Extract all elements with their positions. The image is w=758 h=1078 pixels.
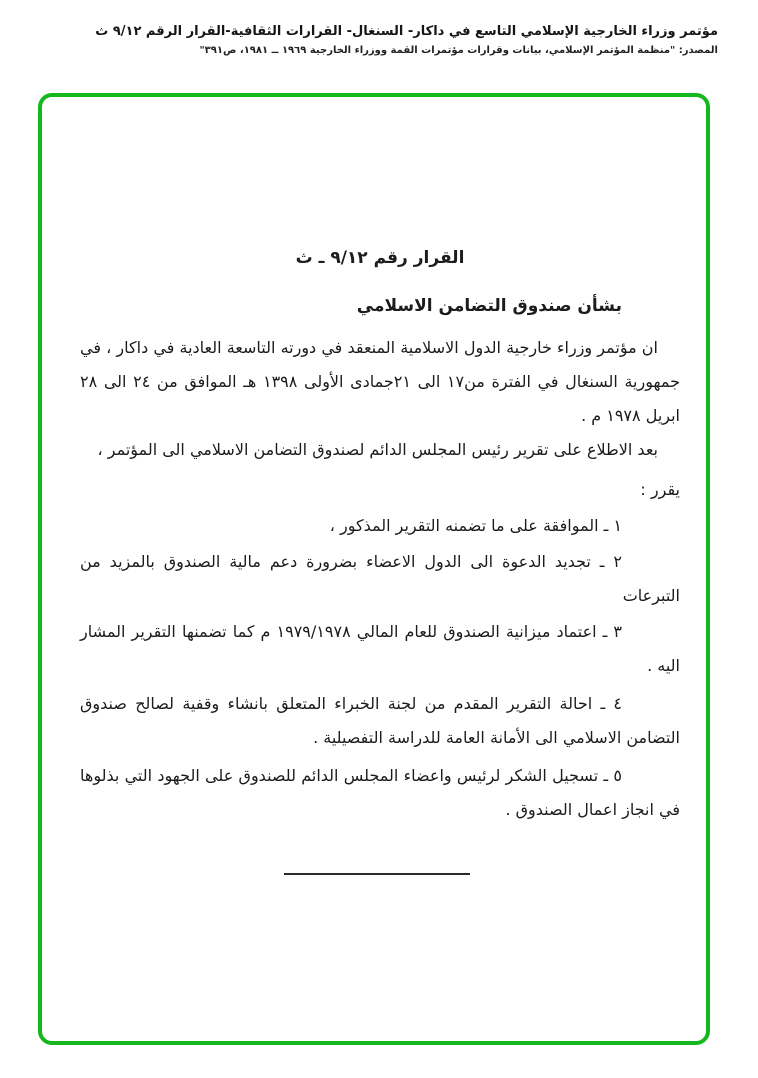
document-body (42, 97, 706, 1041)
decides-label: يقرر : (640, 480, 680, 499)
preamble-paragraph: ان مؤتمر وزراء خارجية الدول الاسلامية المنعقد في دورته التاسعة العادية في داكار ، في جمهورية السنغال في الفترة من١٧ الى ٢١جمادى الأولى ١٣٩٨ هـ الموافق من ٢٤ الى ٢٨ ابريل ١٩٧٨ م . (80, 338, 680, 425)
resolution-item-1: ١ ـ الموافقة على ما تضمنه التقرير المذكور ، (329, 516, 622, 535)
resolution-item-4: ٤ ـ احالة التقرير المقدم من لجنة الخبراء المتعلق بانشاء وقفية لصالح صندوق التضامن الاسلامي الى الأمانة العامة للدراسة التفصيلية . (80, 694, 680, 747)
resolution-item-3: ٣ ـ اعتماد ميزانية الصندوق للعام المالي ١٩٧٩/١٩٧٨ م كما تضمنها التقرير المشار اليه . (80, 622, 680, 675)
resolution-item-5: ٥ ـ تسجيل الشكر لرئيس واعضاء المجلس الدائم للصندوق على الجهود التي بذلوها في انجاز اعمال الصندوق . (80, 766, 680, 819)
document-header (40, 24, 718, 56)
document-frame (38, 93, 710, 1045)
review-paragraph: بعد الاطلاع على تقرير رئيس المجلس الدائم لصندوق التضامن الاسلامي الى المؤتمر ، (97, 440, 658, 459)
resolution-subject: بشأن صندوق التضامن الاسلامي (356, 296, 622, 316)
footer-divider (284, 873, 470, 875)
resolution-item-2: ٢ ـ تجديد الدعوة الى الدول الاعضاء بضرورة دعم مالية الصندوق بالمزيد من التبرعات (80, 552, 680, 605)
header-source: المصدر: "منظمة المؤتمر الإسلامي، بيانات وقرارات مؤتمرات القمة ووزراء الخارجية ١٩٦٩ ــ ١٩٨١، ص٣٩١" (199, 45, 718, 56)
header-title: مؤتمر وزراء الخارجية الإسلامي التاسع في داكار- السنغال- القرارات الثقافية-القرار الرقم ٩/١٢ ث (95, 24, 718, 39)
resolution-title: القرار رقم ٩/١٢ ـ ث (295, 248, 465, 268)
